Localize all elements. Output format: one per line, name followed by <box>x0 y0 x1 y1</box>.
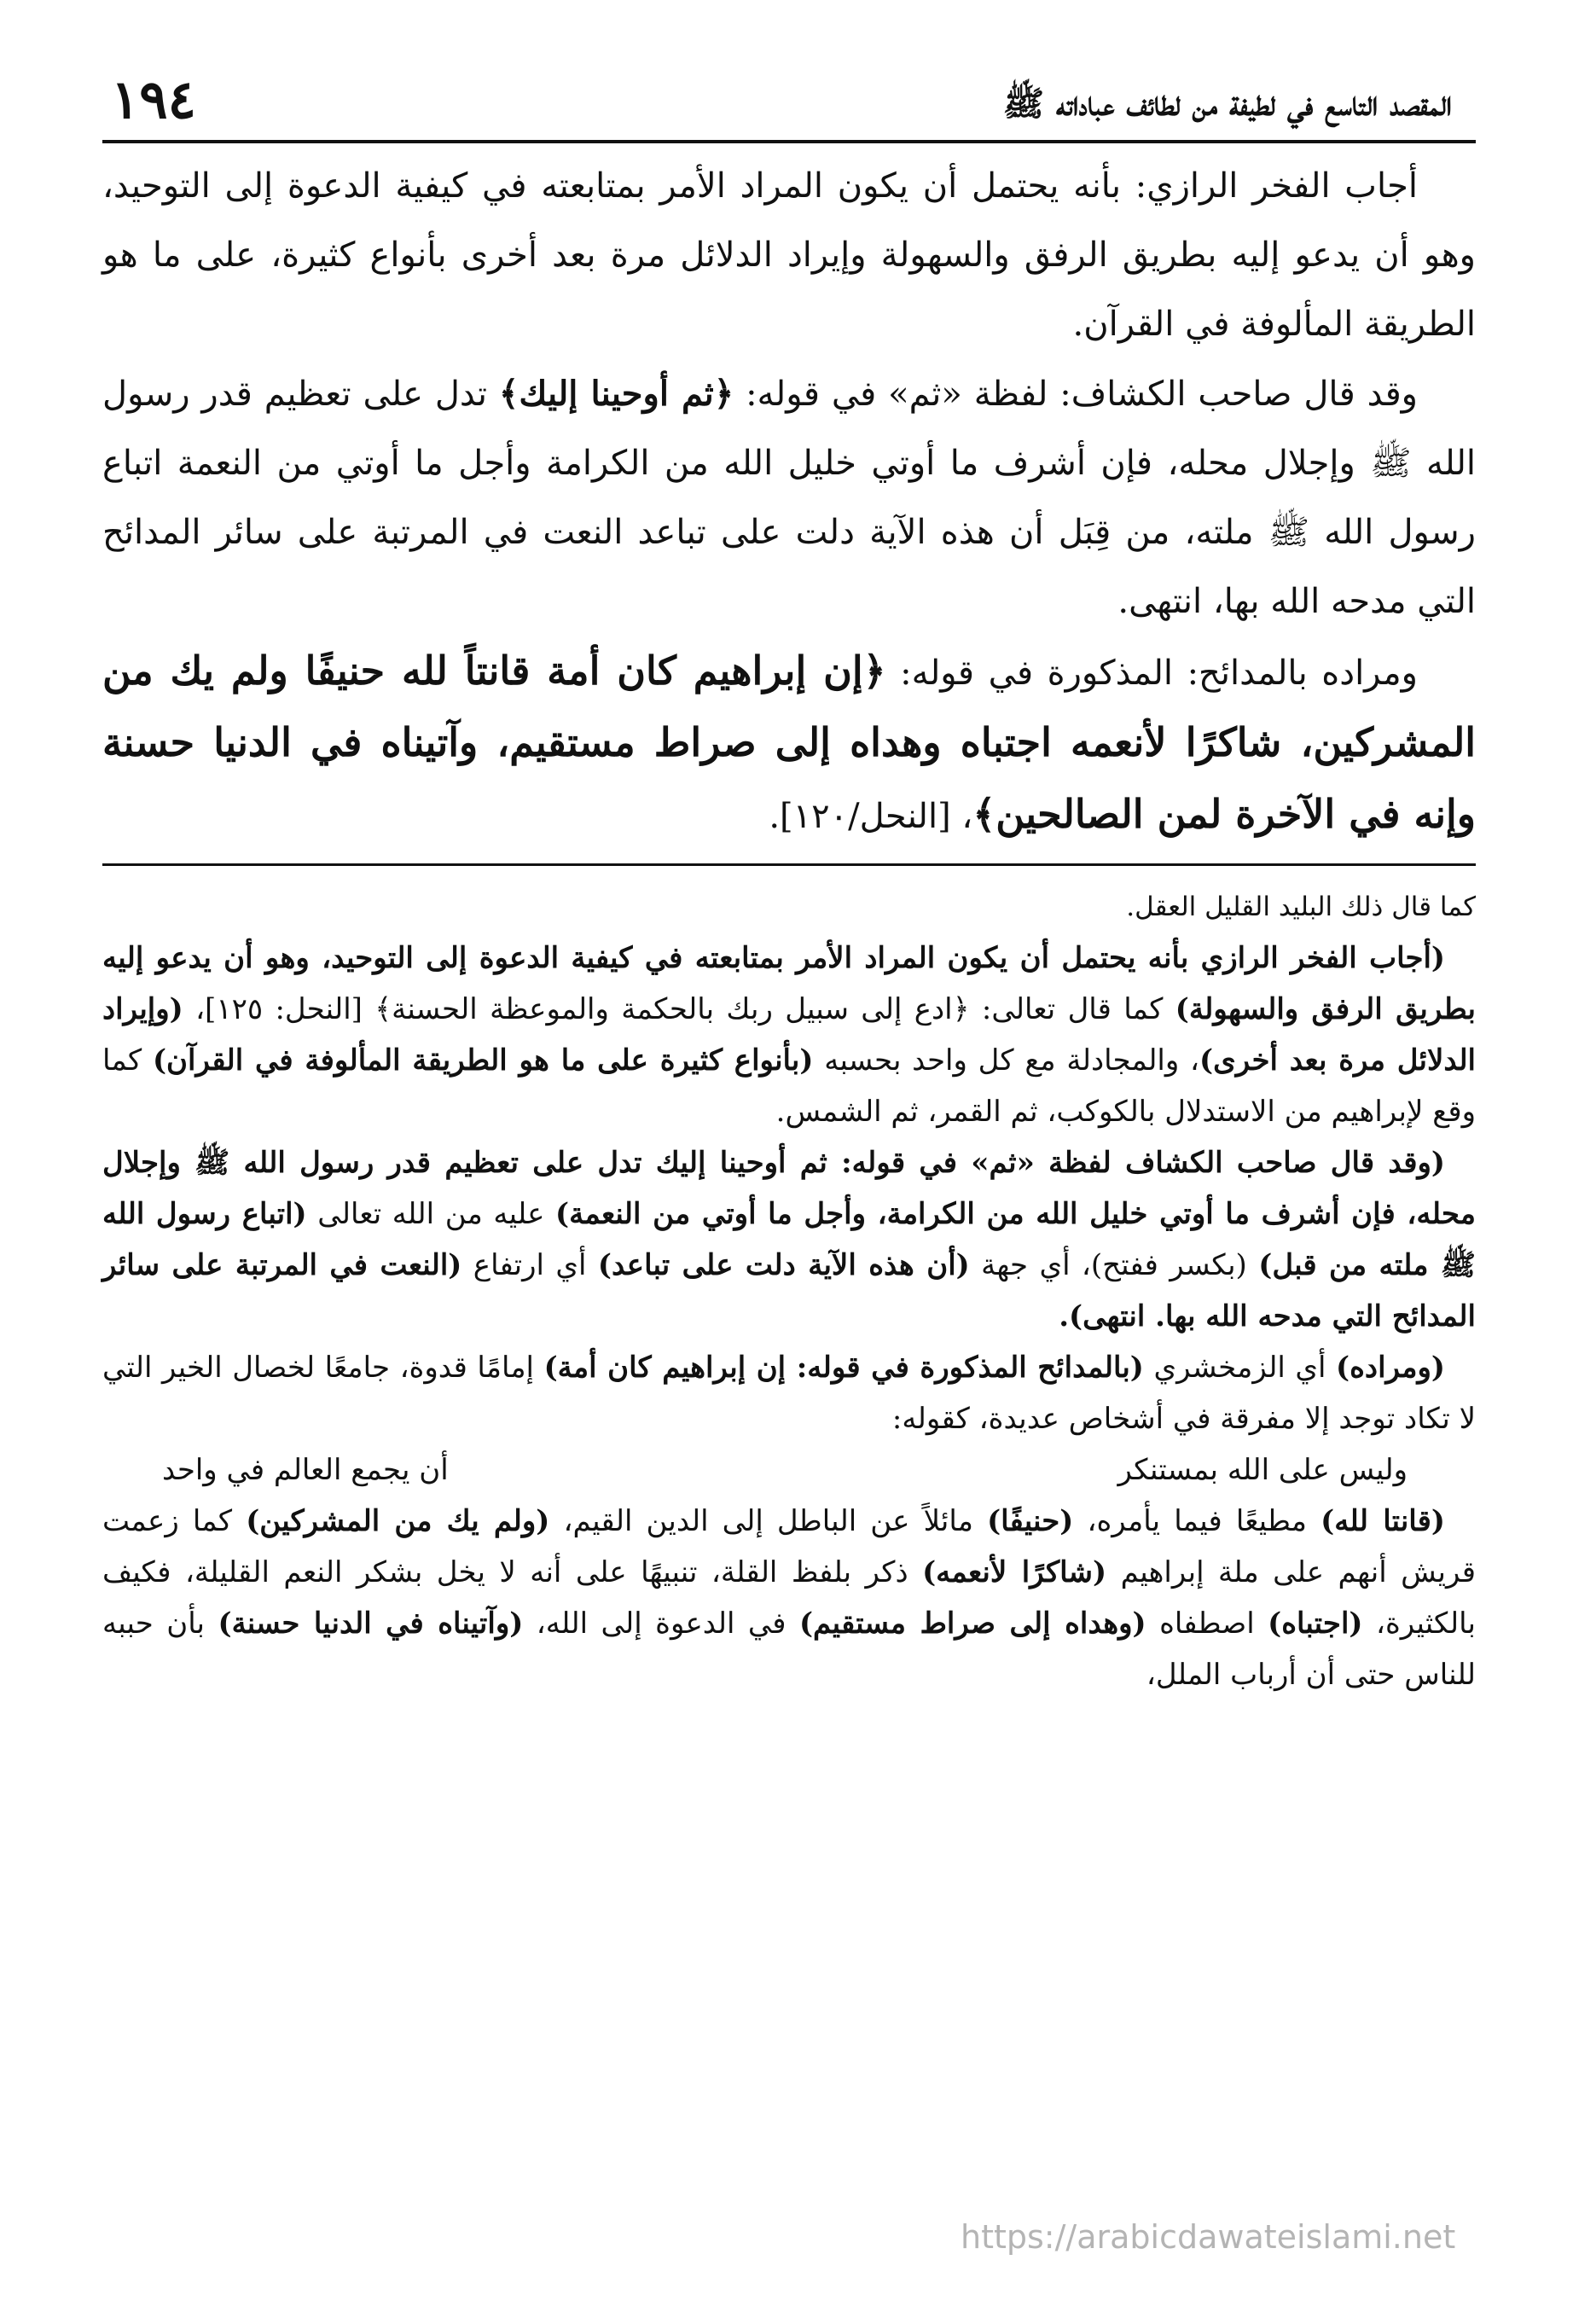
commentary-quote: (أجاب الفخر الرازي بأنه يحتمل أن يكون المراد الأمر بمتابعته في كيفية الدعوة إلى التوحيد، وهو أن يدعو إليه بطريق الرفق والسهولة) <box>102 941 1477 1026</box>
commentary-text: كما زعمت قريش أنهم على ملة إبراهيم <box>102 1504 1476 1589</box>
commentary-quote: (وآتيناه في الدنيا حسنة) <box>218 1606 524 1641</box>
main-paragraph-3 <box>102 636 1476 851</box>
watermark-url: https://arabicdawateislami.net <box>961 2218 1456 2256</box>
commentary-text: اصطفاه <box>1146 1606 1268 1641</box>
commentary-quote: (ولم يك من المشركين) <box>246 1504 550 1538</box>
commentary-text: إمامًا قدوة، جامعًا لخصال الخير التي لا تكاد توجد إلا مفرقة في أشخاص عديدة، كقوله: <box>102 1351 1476 1436</box>
commentary-line-1: كما قال ذلك البليد القليل العقل. <box>1126 892 1476 922</box>
commentary-quote: (ومراده) <box>1336 1351 1445 1385</box>
commentary-quote: (وقد قال صاحب الكشاف لفظة «ثم» في قوله: ثم أوحينا إليك تدل على تعظيم قدر رسول الله ﷺ وإجلال محله، فإن أشرف ما أوتي خليل الله من الكرامة، وأجل ما أوتي من النعمة) <box>102 1146 1476 1231</box>
commentary-text: ذكر بلفظ القلة، تنبيهًا على أنه لا يخل بشكر النعم القليلة، فكيف بالكثيرة، <box>102 1555 1476 1641</box>
main-paragraph-1: أجاب الفخر الرازي: بأنه يحتمل أن يكون المراد الأمر بمتابعته في كيفية الدعوة إلى التوحيد، وهو أن يدعو إليه بطريق الرفق والسهولة وإيراد الدلائل مرة بعد أخرى بأنواع كثيرة، على ما هو الطريقة المألوفة في القرآن. <box>102 166 1476 344</box>
commentary-text: مطيعًا فيما يأمره، <box>1073 1504 1321 1538</box>
main-para3-text: ومراده بالمدائح: المذكورة في قوله: <box>885 654 1418 693</box>
commentary-paragraph-3 <box>102 1137 1476 1342</box>
commentary-paragraph-4 <box>102 1342 1476 1444</box>
commentary-paragraph-2 <box>102 933 1476 1137</box>
verse-hemistich-right: وليس على الله بمستنكر <box>1117 1453 1408 1487</box>
commentary-text: بأن حببه للناس حتى أن أرباب الملل، <box>102 1606 1476 1692</box>
commentary-quote: (بالمدائح المذكورة في قوله: إن إبراهيم كان أمة) <box>543 1351 1144 1385</box>
main-para2-text-a: وقد قال صاحب الكشاف: لفظة «ثم» في قوله: <box>734 375 1419 414</box>
commentary-quote: (النعت في المرتبة على سائر المدائح التي مدحه الله بها. انتهى). <box>102 1248 1476 1333</box>
main-para3-verse: ﴿إن إبراهيم كان أمة قانتاً لله حنيفًا ولم يك من المشركين، شاكرًا لأنعمه اجتباه وهداه إلى صراط مستقيم، وآتيناه في الدنيا حسنة وإنه في الآخرة لمن الصالحين﴾ <box>102 648 1476 837</box>
running-title: المقصد التاسع في لطيفة من لطائف عباداته ﷺ <box>1002 84 1452 124</box>
commentary-text: أي ارتفاع <box>461 1248 598 1282</box>
commentary-quote: (شاكرًا لأنعمه) <box>922 1555 1107 1589</box>
main-para3-ref: ، [النحل/١٢٠]. <box>769 797 973 836</box>
commentary-quote: (وإيراد الدلائل مرة بعد أخرى) <box>102 992 1477 1078</box>
main-para2-verse: ﴿ثم أوحينا إليك﴾ <box>498 374 734 414</box>
footnote-divider <box>102 863 1476 866</box>
commentary-quote: (اجتباه) <box>1268 1606 1363 1641</box>
main-paragraph-2 <box>102 359 1476 636</box>
main-para2-text-b: تدل على تعظيم قدر رسول الله ﷺ وإجلال محله، فإن أشرف ما أوتي خليل الله من الكرامة وأجل ما أوتي من النعمة اتباع رسول الله ﷺ ملته، من قِبَل أن هذه الآية دلت على تباعد النعت في المرتبة على سائر المدائح التي مدحه الله بها، انتهى. <box>102 375 1477 621</box>
commentary-quote: (أن هذه الآية دلت على تباعد) <box>597 1248 970 1282</box>
commentary-text: ، والمجادلة مع كل واحد بحسبه <box>813 1043 1200 1078</box>
book-page <box>102 60 1476 2278</box>
commentary-text: عليه من الله تعالى <box>306 1197 556 1231</box>
poetry-verse <box>102 1444 1476 1496</box>
commentary-paragraph-5 <box>102 1496 1476 1700</box>
commentary-text: كما قال تعالى: ﴿ادع إلى سبيل ربك بالحكمة والموعظة الحسنة﴾ [النحل: ١٢٥]، <box>183 992 1175 1026</box>
commentary-text: كما وقع لإبراهيم من الاستدلال بالكوكب، ثم القمر، ثم الشمس. <box>102 1043 1476 1129</box>
verse-hemistich-left: أن يجمع العالم في واحد <box>162 1453 449 1487</box>
page-number: ١٩٤ <box>111 68 196 131</box>
commentary-text: (بكسر ففتح)، أي جهة <box>969 1248 1259 1282</box>
commentary-text: مائلاً عن الباطل إلى الدين القيم، <box>549 1504 988 1538</box>
text-body <box>102 152 1476 1700</box>
commentary-text: في الدعوة إلى الله، <box>523 1606 799 1641</box>
commentary-quote: (حنيفًا) <box>987 1504 1074 1538</box>
commentary-text: أي الزمخشري <box>1143 1351 1337 1385</box>
commentary-quote: (بأنواع كثيرة على ما هو الطريقة المألوفة في القرآن) <box>152 1043 814 1078</box>
commentary-quote: (وهداه إلى صراط مستقيم) <box>798 1606 1146 1641</box>
commentary-quote: (قانتا لله) <box>1321 1504 1445 1538</box>
header-rule <box>102 140 1476 143</box>
page-header <box>102 60 1476 133</box>
commentary-quote: (اتباع رسول الله ﷺ ملته من قبل) <box>102 1197 1477 1282</box>
